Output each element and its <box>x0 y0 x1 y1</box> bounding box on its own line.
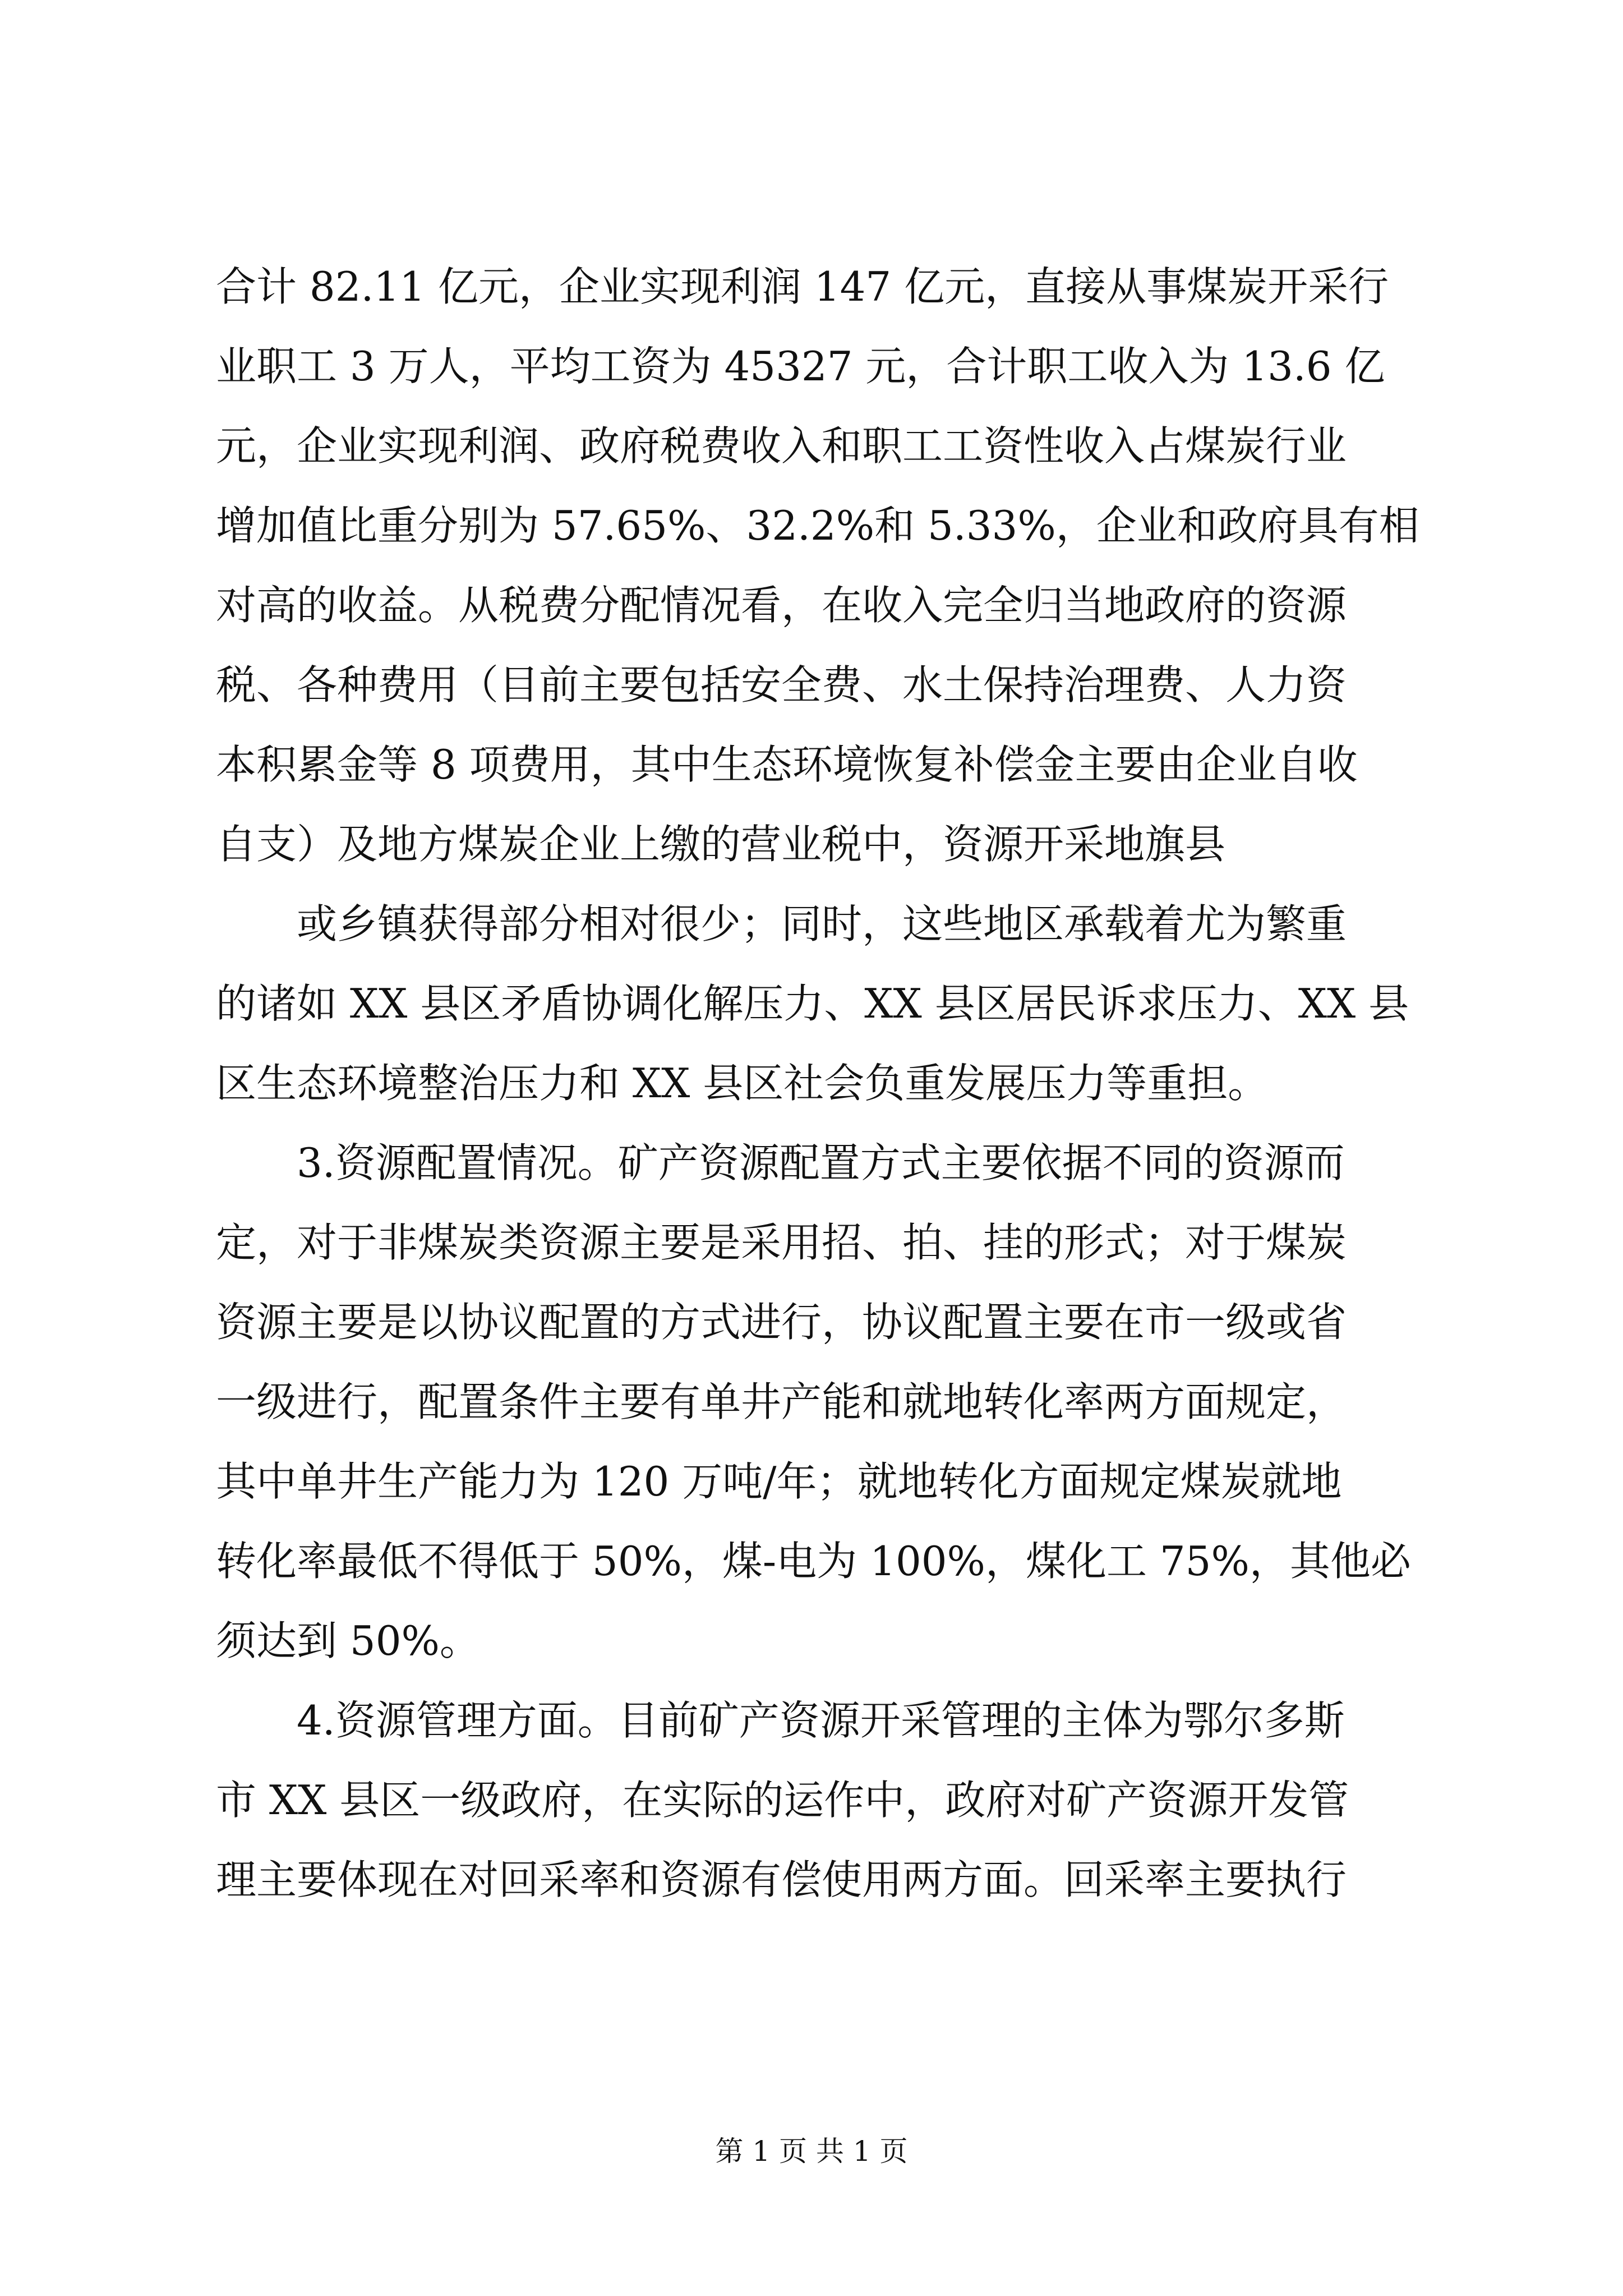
paragraph-first-line: 4.资源管理方面。目前矿产资源开采管理的主体为鄂尔多斯 <box>297 1697 1345 1744</box>
text-line: 其中单井生产能力为 120 万吨/年；就地转化方面规定煤炭就地 <box>216 1458 1342 1505</box>
text-line: 市 XX 县区一级政府，在实际的运作中，政府对矿产资源开发管 <box>216 1777 1349 1824</box>
text-line: 合计 82.11 亿元，企业实现利润 147 亿元，直接从事煤炭开采行 <box>216 263 1389 310</box>
text-line: 的诸如 XX 县区矛盾协调化解压力、XX 县区居民诉求压力、XX 县 <box>216 980 1409 1027</box>
text-line: 对高的收益。从税费分配情况看，在收入完全归当地政府的资源 <box>216 582 1347 629</box>
text-line: 一级进行，配置条件主要有单井产能和就地转化率两方面规定， <box>216 1378 1347 1425</box>
text-line: 元，企业实现利润、政府税费收入和职工工资性收入占煤炭行业 <box>216 422 1347 470</box>
text-line: 本积累金等 8 项费用，其中生态环境恢复补偿金主要由企业自收 <box>216 741 1358 788</box>
text-line: 税、各种费用（目前主要包括安全费、水土保持治理费、人力资 <box>216 661 1347 708</box>
paragraph-first-line: 或乡镇获得部分相对很少；同时，这些地区承载着尤为繁重 <box>297 900 1347 947</box>
text-line: 自支）及地方煤炭企业上缴的营业税中，资源开采地旗县 <box>216 821 1226 868</box>
paragraph-first-line: 3.资源配置情况。矿产资源配置方式主要依据不同的资源而 <box>297 1139 1345 1186</box>
text-line: 定，对于非煤炭类资源主要是采用招、拍、挂的形式；对于煤炭 <box>216 1219 1347 1266</box>
text-line: 转化率最低不得低于 50%，煤-电为 100%，煤化工 75%，其他必 <box>216 1538 1411 1585</box>
text-line: 增加值比重分别为 57.65%、32.2%和 5.33%，企业和政府具有相 <box>216 502 1419 549</box>
document-body <box>216 247 1427 1920</box>
text-line: 须达到 50%。 <box>216 1617 480 1664</box>
text-line: 理主要体现在对回采率和资源有偿使用两方面。回采率主要执行 <box>216 1856 1347 1903</box>
text-line: 区生态环境整治压力和 XX 县区社会负重发展压力等重担。 <box>216 1060 1269 1107</box>
text-line: 业职工 3 万人，平均工资为 45327 元，合计职工收入为 13.6 亿 <box>216 343 1385 390</box>
text-line: 资源主要是以协议配置的方式进行，协议配置主要在市一级或省 <box>216 1299 1347 1346</box>
page-footer: 第 1 页 共 1 页 <box>715 2135 908 2168</box>
